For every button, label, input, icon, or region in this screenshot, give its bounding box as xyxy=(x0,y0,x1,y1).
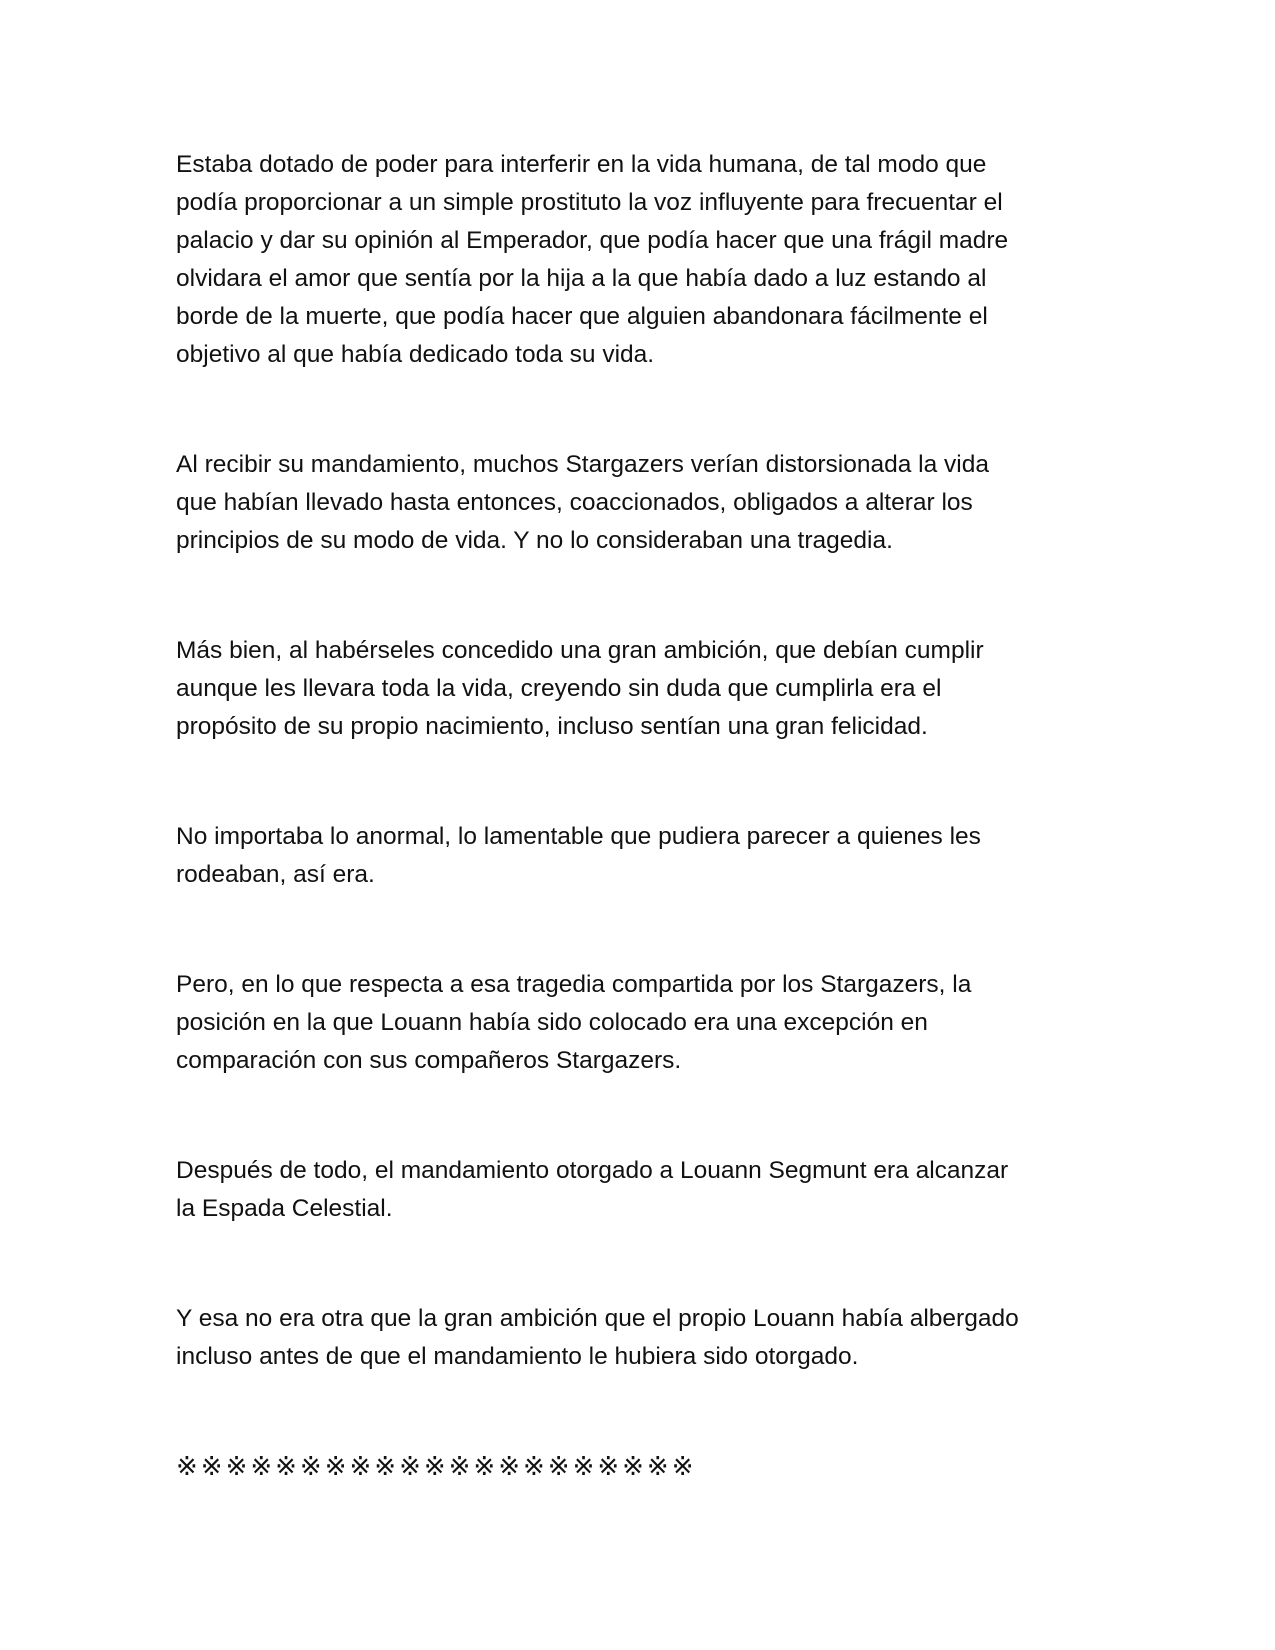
paragraph-3: Más bien, al habérseles concedido una gran ambición, que debían cumplir aunque les llevara toda la vida, creyendo sin duda que cumplirla era el propósito de su propio nacimiento, incluso sentían una gran felicidad. xyxy=(176,637,984,740)
paragraph-4: No importaba lo anormal, lo lamentable que pudiera parecer a quienes les rodeaban, así era. xyxy=(176,823,981,888)
section-separator: ※※※※※※※※※※※※※※※※※※※※※ xyxy=(176,1452,697,1482)
paragraph-5: Pero, en lo que respecta a esa tragedia compartida por los Stargazers, la posición en la que Louann había sido colocado era una excepción en comparación con sus compañeros Stargazers. xyxy=(176,971,972,1074)
paragraph-7: Y esa no era otra que la gran ambición que el propio Louann había albergado incluso antes de que el mandamiento le hubiera sido otorgado. xyxy=(176,1305,1019,1370)
paragraph-2: Al recibir su mandamiento, muchos Stargazers verían distorsionada la vida que habían llevado hasta entonces, coaccionados, obligados a alterar los principios de su modo de vida. Y no lo consideraban una tragedia. xyxy=(176,451,989,554)
paragraph-1: Estaba dotado de poder para interferir en la vida humana, de tal modo que podía proporcionar a un simple prostituto la voz influyente para frecuentar el palacio y dar su opinión al Emperador, que podía hacer que una frágil madre olvidara el amor que sentía por la hija a la que había dado a luz estando al borde de la muerte, que podía hacer que alguien abandonara fácilmente el objetivo al que había dedicado toda su vida. xyxy=(176,151,1009,368)
document-body xyxy=(176,146,1096,1486)
paragraph-6: Después de todo, el mandamiento otorgado a Louann Segmunt era alcanzar la Espada Celestial. xyxy=(176,1157,1009,1222)
